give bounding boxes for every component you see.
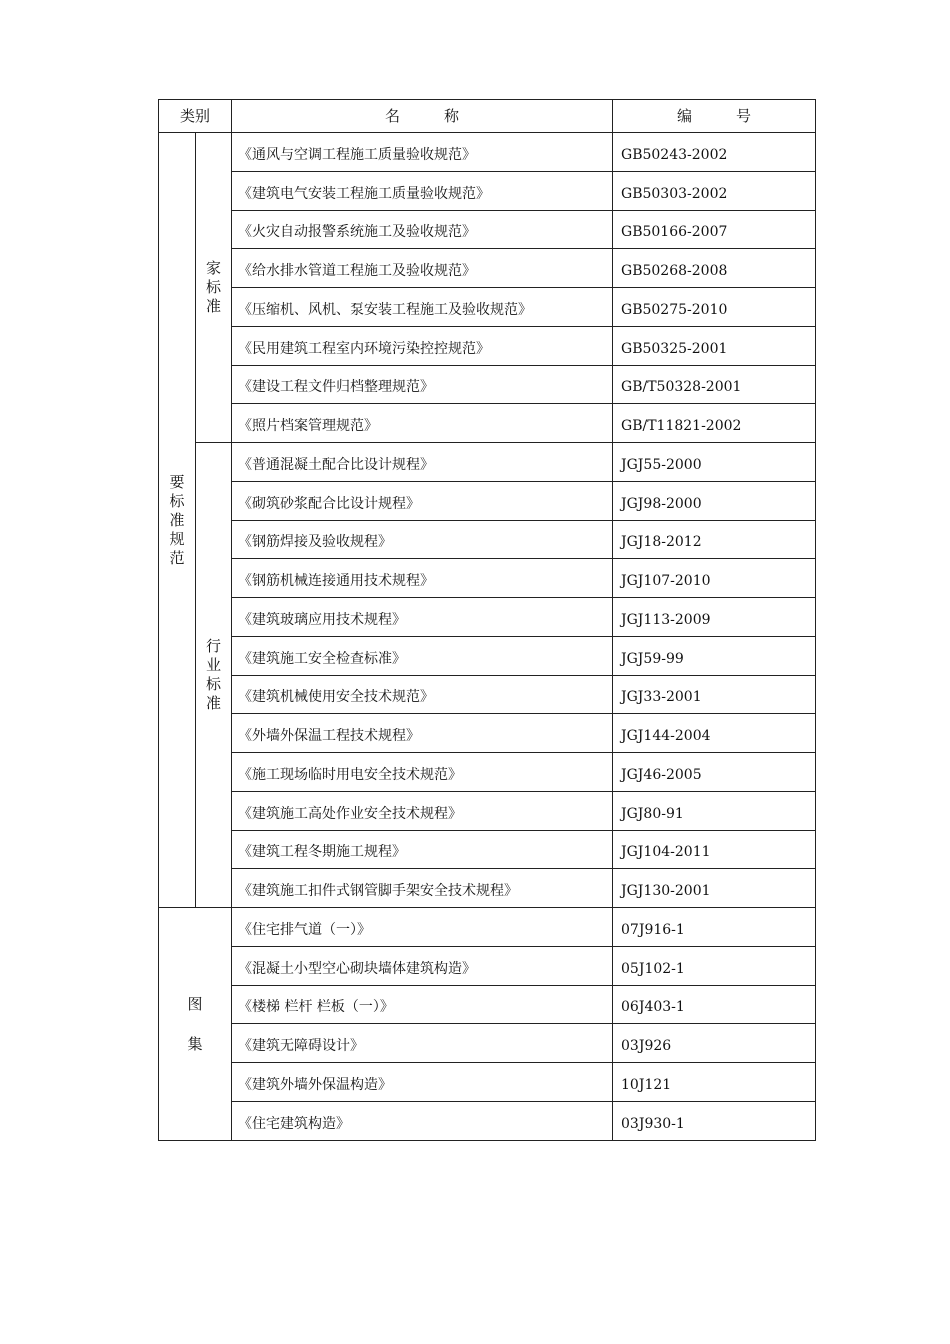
atlas-name: 《建筑无障碍设计》 bbox=[232, 1024, 613, 1063]
table-row bbox=[159, 249, 816, 288]
standard-code: JGJ59-99 bbox=[613, 636, 816, 675]
header-code-char-2: 号 bbox=[736, 106, 752, 125]
atlas-code: 10J121 bbox=[613, 1063, 816, 1102]
national-category-cell bbox=[196, 133, 232, 443]
standard-code: GB/T50328-2001 bbox=[613, 365, 816, 404]
atlas-name: 《建筑外墙外保温构造》 bbox=[232, 1063, 613, 1102]
standard-code: JGJ104-2011 bbox=[613, 830, 816, 869]
header-category: 类别 bbox=[159, 100, 232, 133]
table-row bbox=[159, 481, 816, 520]
table-row bbox=[159, 636, 816, 675]
table-row bbox=[159, 133, 816, 172]
table-row bbox=[159, 675, 816, 714]
standard-code: GB50166-2007 bbox=[613, 210, 816, 249]
standard-name: 《建设工程文件归档整理规范》 bbox=[232, 365, 613, 404]
table-row bbox=[159, 326, 816, 365]
atlas-category-cell bbox=[159, 908, 232, 1141]
atlas-name: 《住宅排气道（一）》 bbox=[232, 908, 613, 947]
header-name-char-2: 称 bbox=[444, 106, 460, 125]
atlas-code: 07J916-1 bbox=[613, 908, 816, 947]
table-row bbox=[159, 869, 816, 908]
atlas-name: 《住宅建筑构造》 bbox=[232, 1101, 613, 1140]
standard-name: 《钢筋焊接及验收规程》 bbox=[232, 520, 613, 559]
standard-code: JGJ80-91 bbox=[613, 791, 816, 830]
national-category-label: 家标准 bbox=[205, 259, 221, 315]
standard-name: 《建筑施工扣件式钢管脚手架安全技术规程》 bbox=[232, 869, 613, 908]
table-row bbox=[159, 830, 816, 869]
standard-name: 《建筑施工高处作业安全技术规程》 bbox=[232, 791, 613, 830]
standard-name: 《通风与空调工程施工质量验收规范》 bbox=[232, 133, 613, 172]
table-row bbox=[159, 946, 816, 985]
standard-code: GB/T11821-2002 bbox=[613, 404, 816, 443]
standard-name: 《压缩机、风机、泵安装工程施工及验收规范》 bbox=[232, 288, 613, 327]
table-row bbox=[159, 791, 816, 830]
atlas-code: 05J102-1 bbox=[613, 946, 816, 985]
standard-code: GB50243-2002 bbox=[613, 133, 816, 172]
standards-table bbox=[158, 99, 816, 1141]
table-row bbox=[159, 1101, 816, 1140]
table-row bbox=[159, 443, 816, 482]
standard-code: JGJ98-2000 bbox=[613, 481, 816, 520]
industry-category-cell bbox=[196, 443, 232, 908]
industry-category-label: 行业标准 bbox=[205, 637, 221, 712]
table-row bbox=[159, 559, 816, 598]
table-row bbox=[159, 365, 816, 404]
standard-code: GB50275-2010 bbox=[613, 288, 816, 327]
table-row bbox=[159, 985, 816, 1024]
main-category-label: 要标准规范 bbox=[169, 472, 185, 567]
main-category-cell bbox=[159, 133, 196, 908]
header-name-char-1: 名 bbox=[385, 106, 401, 125]
standard-name: 《砌筑砂浆配合比设计规程》 bbox=[232, 481, 613, 520]
header-name bbox=[232, 100, 613, 133]
table-row bbox=[159, 1063, 816, 1102]
table-row bbox=[159, 753, 816, 792]
standards-table-body bbox=[159, 100, 816, 1141]
standard-name: 《外墙外保温工程技术规程》 bbox=[232, 714, 613, 753]
standard-name: 《火灾自动报警系统施工及验收规范》 bbox=[232, 210, 613, 249]
table-row bbox=[159, 520, 816, 559]
standard-name: 《建筑施工安全检查标准》 bbox=[232, 636, 613, 675]
standard-name: 《普通混凝土配合比设计规程》 bbox=[232, 443, 613, 482]
header-code bbox=[613, 100, 816, 133]
standard-code: JGJ55-2000 bbox=[613, 443, 816, 482]
standard-code: JGJ130-2001 bbox=[613, 869, 816, 908]
standard-code: JGJ113-2009 bbox=[613, 598, 816, 637]
atlas-name: 《混凝土小型空心砌块墙体建筑构造》 bbox=[232, 946, 613, 985]
standard-code: JGJ144-2004 bbox=[613, 714, 816, 753]
standard-name: 《建筑玻璃应用技术规程》 bbox=[232, 598, 613, 637]
atlas-name: 《楼梯 栏杆 栏板（一）》 bbox=[232, 985, 613, 1024]
standard-name: 《建筑电气安装工程施工质量验收规范》 bbox=[232, 171, 613, 210]
standard-name: 《建筑机械使用安全技术规范》 bbox=[232, 675, 613, 714]
standard-code: JGJ107-2010 bbox=[613, 559, 816, 598]
table-row bbox=[159, 210, 816, 249]
standard-name: 《钢筋机械连接通用技术规程》 bbox=[232, 559, 613, 598]
table-header-row bbox=[159, 100, 816, 133]
table-row bbox=[159, 288, 816, 327]
atlas-code: 03J926 bbox=[613, 1024, 816, 1063]
standard-code: GB50325-2001 bbox=[613, 326, 816, 365]
standard-code: GB50268-2008 bbox=[613, 249, 816, 288]
table-row bbox=[159, 908, 816, 947]
table-row bbox=[159, 1024, 816, 1063]
standard-name: 《建筑工程冬期施工规程》 bbox=[232, 830, 613, 869]
table-row bbox=[159, 714, 816, 753]
atlas-code: 03J930-1 bbox=[613, 1101, 816, 1140]
table-row bbox=[159, 404, 816, 443]
atlas-code: 06J403-1 bbox=[613, 985, 816, 1024]
standard-name: 《民用建筑工程室内环境污染控控规范》 bbox=[232, 326, 613, 365]
atlas-category-label: 图集 bbox=[187, 994, 203, 1053]
standard-name: 《施工现场临时用电安全技术规范》 bbox=[232, 753, 613, 792]
standard-code: JGJ33-2001 bbox=[613, 675, 816, 714]
header-code-char-1: 编 bbox=[677, 106, 693, 125]
standard-code: GB50303-2002 bbox=[613, 171, 816, 210]
table-row bbox=[159, 598, 816, 637]
table-row bbox=[159, 171, 816, 210]
standard-code: JGJ18-2012 bbox=[613, 520, 816, 559]
standard-name: 《给水排水管道工程施工及验收规范》 bbox=[232, 249, 613, 288]
standard-name: 《照片档案管理规范》 bbox=[232, 404, 613, 443]
standard-code: JGJ46-2005 bbox=[613, 753, 816, 792]
